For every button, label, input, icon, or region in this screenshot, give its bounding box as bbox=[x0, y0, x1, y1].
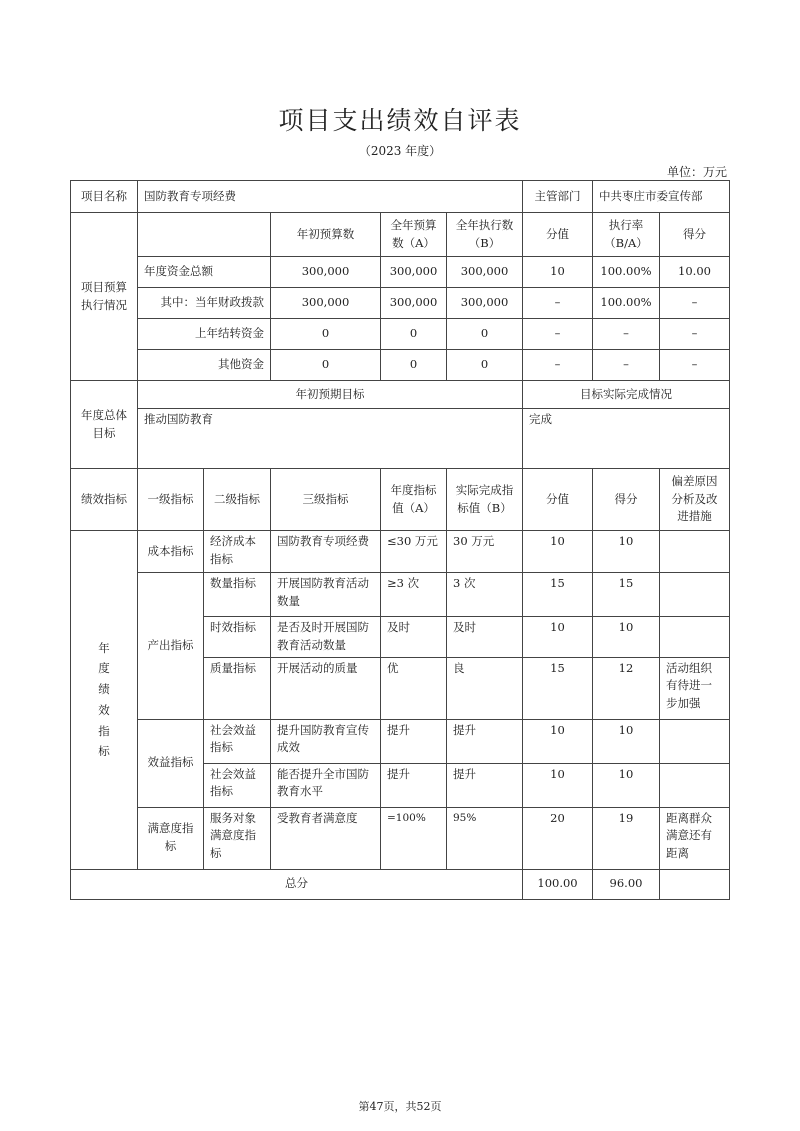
score-value: 10 bbox=[523, 763, 593, 807]
perf-header: 实际完成指标值（B） bbox=[447, 469, 523, 531]
got-value: 10 bbox=[593, 617, 660, 658]
budget-cell: 300,000 bbox=[447, 288, 523, 319]
level1-indicator: 成本指标 bbox=[138, 531, 204, 573]
goal-planned-header: 年初预期目标 bbox=[138, 381, 523, 409]
reason-value: 活动组织有待进一步加强 bbox=[660, 657, 730, 719]
budget-cell: 0 bbox=[271, 350, 381, 381]
level1-indicator: 效益指标 bbox=[138, 719, 204, 807]
got-value: 12 bbox=[593, 657, 660, 719]
level2-indicator: 质量指标 bbox=[204, 657, 271, 719]
total-reason-blank bbox=[660, 869, 730, 899]
perf-header: 一级指标 bbox=[138, 469, 204, 531]
budget-cell: 300,000 bbox=[447, 257, 523, 288]
goal-actual-value: 完成 bbox=[523, 409, 730, 469]
level3-indicator: 开展活动的质量 bbox=[271, 657, 381, 719]
budget-header: 全年执行数（B） bbox=[447, 213, 523, 257]
target-value: ≥3 次 bbox=[381, 573, 447, 617]
level3-indicator: 国防教育专项经费 bbox=[271, 531, 381, 573]
budget-cell: – bbox=[523, 350, 593, 381]
actual-value: 30 万元 bbox=[447, 531, 523, 573]
page-title: 项目支出绩效自评表 bbox=[278, 106, 522, 135]
reason-value bbox=[660, 719, 730, 763]
reason-value: 距离群众满意还有距离 bbox=[660, 807, 730, 869]
budget-cell: – bbox=[593, 319, 660, 350]
target-value: 及时 bbox=[381, 617, 447, 658]
target-value: 优 bbox=[381, 657, 447, 719]
score-value: 10 bbox=[523, 531, 593, 573]
actual-value: 及时 bbox=[447, 617, 523, 658]
level3-indicator: 能否提升全市国防教育水平 bbox=[271, 763, 381, 807]
performance-table bbox=[70, 180, 730, 900]
score-value: 20 bbox=[523, 807, 593, 869]
budget-cell: 100.00% bbox=[593, 257, 660, 288]
budget-cell: 0 bbox=[381, 319, 447, 350]
target-value: =100% bbox=[381, 807, 447, 869]
got-value: 10 bbox=[593, 719, 660, 763]
actual-value: 提升 bbox=[447, 719, 523, 763]
level3-indicator: 开展国防教育活动数量 bbox=[271, 573, 381, 617]
budget-cell: 10.00 bbox=[660, 257, 730, 288]
goal-section-label: 年度总体目标 bbox=[71, 381, 138, 469]
project-name-value: 国防教育专项经费 bbox=[138, 181, 523, 213]
total-got: 96.00 bbox=[593, 869, 660, 899]
score-value: 10 bbox=[523, 719, 593, 763]
level1-indicator: 产出指标 bbox=[138, 573, 204, 720]
unit-label: 单位：万元 bbox=[666, 165, 727, 179]
total-score: 100.00 bbox=[523, 869, 593, 899]
reason-value bbox=[660, 617, 730, 658]
budget-cell: – bbox=[660, 319, 730, 350]
level2-indicator: 社会效益指标 bbox=[204, 719, 271, 763]
perf-side-label: 年度绩效指标 bbox=[71, 531, 138, 870]
score-value: 15 bbox=[523, 573, 593, 617]
actual-value: 95% bbox=[447, 807, 523, 869]
budget-row-label: 其中：当年财政拨款 bbox=[138, 288, 271, 319]
budget-header: 得分 bbox=[660, 213, 730, 257]
perf-header: 年度指标值（A） bbox=[381, 469, 447, 531]
budget-cell: 0 bbox=[447, 319, 523, 350]
score-value: 15 bbox=[523, 657, 593, 719]
dept-label: 主管部门 bbox=[523, 181, 593, 213]
budget-row-label: 年度资金总额 bbox=[138, 257, 271, 288]
got-value: 15 bbox=[593, 573, 660, 617]
perf-header: 得分 bbox=[593, 469, 660, 531]
score-value: 10 bbox=[523, 617, 593, 658]
reason-value bbox=[660, 763, 730, 807]
budget-cell: 0 bbox=[381, 350, 447, 381]
target-value: 提升 bbox=[381, 719, 447, 763]
got-value: 10 bbox=[593, 531, 660, 573]
level2-indicator: 服务对象满意度指标 bbox=[204, 807, 271, 869]
level2-indicator: 经济成本指标 bbox=[204, 531, 271, 573]
reason-value bbox=[660, 531, 730, 573]
budget-cell: 0 bbox=[271, 319, 381, 350]
budget-cell: – bbox=[523, 319, 593, 350]
page-footer: 第47页，共52页 bbox=[358, 1100, 442, 1113]
budget-section-label: 项目预算执行情况 bbox=[71, 213, 138, 381]
perf-header: 三级指标 bbox=[271, 469, 381, 531]
level3-indicator: 受教育者满意度 bbox=[271, 807, 381, 869]
dept-value: 中共枣庄市委宣传部 bbox=[593, 181, 730, 213]
budget-cell: – bbox=[660, 288, 730, 319]
level3-indicator: 提升国防教育宣传成效 bbox=[271, 719, 381, 763]
reason-value bbox=[660, 573, 730, 617]
budget-cell: 300,000 bbox=[381, 288, 447, 319]
goal-actual-header: 目标实际完成情况 bbox=[523, 381, 730, 409]
budget-cell: 300,000 bbox=[381, 257, 447, 288]
goal-planned-value: 推动国防教育 bbox=[138, 409, 523, 469]
actual-value: 3 次 bbox=[447, 573, 523, 617]
actual-value: 良 bbox=[447, 657, 523, 719]
budget-row-label: 其他资金 bbox=[138, 350, 271, 381]
budget-header: 执行率（B/A） bbox=[593, 213, 660, 257]
budget-cell: 300,000 bbox=[271, 257, 381, 288]
level2-indicator: 社会效益指标 bbox=[204, 763, 271, 807]
perf-section-label: 绩效指标 bbox=[71, 469, 138, 531]
perf-header: 二级指标 bbox=[204, 469, 271, 531]
budget-cell: – bbox=[593, 350, 660, 381]
perf-header: 偏差原因分析及改进措施 bbox=[660, 469, 730, 531]
actual-value: 提升 bbox=[447, 763, 523, 807]
page-subtitle: （2023 年度） bbox=[358, 144, 442, 158]
level3-indicator: 是否及时开展国防教育活动数量 bbox=[271, 617, 381, 658]
got-value: 19 bbox=[593, 807, 660, 869]
budget-cell: – bbox=[660, 350, 730, 381]
budget-cell: – bbox=[523, 288, 593, 319]
budget-row-label: 上年结转资金 bbox=[138, 319, 271, 350]
level2-indicator: 数量指标 bbox=[204, 573, 271, 617]
level2-indicator: 时效指标 bbox=[204, 617, 271, 658]
project-name-label: 项目名称 bbox=[71, 181, 138, 213]
budget-header-blank bbox=[138, 213, 271, 257]
budget-header: 年初预算数 bbox=[271, 213, 381, 257]
perf-header: 分值 bbox=[523, 469, 593, 531]
budget-cell: 10 bbox=[523, 257, 593, 288]
level1-indicator: 满意度指标 bbox=[138, 807, 204, 869]
budget-cell: 100.00% bbox=[593, 288, 660, 319]
budget-cell: 300,000 bbox=[271, 288, 381, 319]
total-label: 总分 bbox=[71, 869, 523, 899]
budget-cell: 0 bbox=[447, 350, 523, 381]
got-value: 10 bbox=[593, 763, 660, 807]
target-value: ≤30 万元 bbox=[381, 531, 447, 573]
budget-header: 全年预算数（A） bbox=[381, 213, 447, 257]
budget-header: 分值 bbox=[523, 213, 593, 257]
target-value: 提升 bbox=[381, 763, 447, 807]
